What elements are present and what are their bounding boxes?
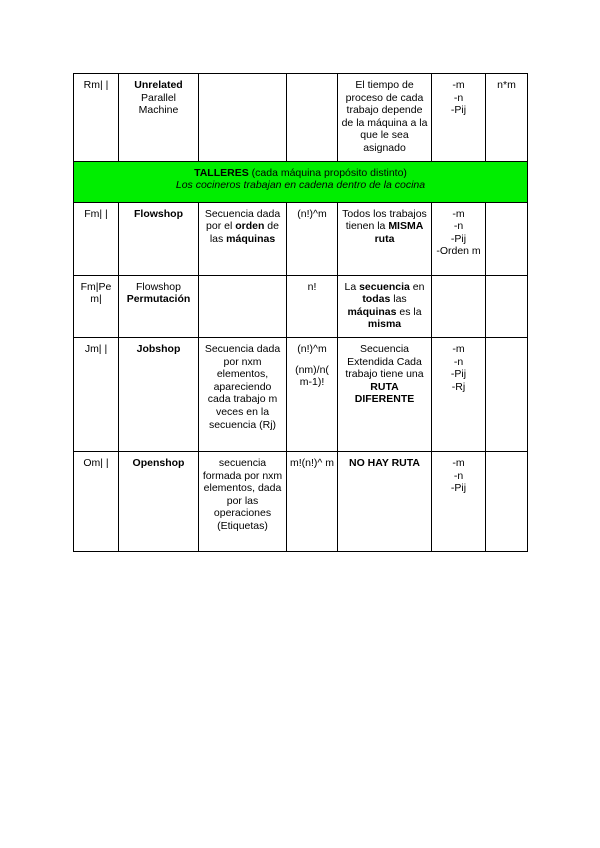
model-name-cell	[119, 337, 199, 451]
param: -n	[453, 91, 464, 104]
model-name-cell	[119, 74, 199, 162]
param: -Rj	[451, 380, 466, 393]
extra-cell	[486, 451, 528, 551]
param: -m	[452, 456, 465, 469]
param: -m	[452, 79, 465, 91]
complexity-cell: (n!)^m	[287, 202, 338, 275]
extra-cell	[486, 275, 528, 337]
notation-cell: Om| |	[74, 451, 119, 551]
complexity-cell	[287, 74, 338, 162]
talleres-banner	[74, 161, 528, 202]
param: -Pij	[450, 368, 467, 381]
description-cell	[199, 275, 287, 337]
table-row-openshop	[74, 451, 528, 551]
notation-cell: Jm| |	[74, 337, 119, 451]
extra-cell: n*m	[486, 74, 528, 162]
param: -n	[453, 469, 464, 482]
route-cell: El tiempo de proceso de cada trabajo depende de la máquina a la que le sea asignado	[338, 74, 432, 162]
complexity-cell: m!(n!)^ m	[287, 451, 338, 551]
table-row-rm	[74, 74, 528, 162]
param: -m	[452, 342, 465, 355]
model-name-plain: Flowshop	[136, 280, 181, 293]
params-cell	[432, 74, 486, 162]
model-name-cell	[119, 275, 199, 337]
complexity-cell: n!	[287, 275, 338, 337]
param: -Pij	[450, 482, 467, 495]
param: -Orden m	[436, 245, 481, 258]
description-cell: Secuencia dada por nxm elementos, apareciendo cada trabajo m veces en la secuencia (Rj)	[199, 337, 287, 451]
table-row-jobshop	[74, 337, 528, 451]
param: -Pij	[450, 232, 467, 245]
model-name-bold: Flowshop	[134, 207, 183, 220]
params-cell	[432, 337, 486, 451]
description-cell: secuencia formada por nxm elementos, dada por las operaciones (Etiquetas)	[199, 451, 287, 551]
route-cell: Todos los trabajos tienen la MISMA ruta	[338, 202, 432, 275]
model-name-bold: Jobshop	[136, 342, 181, 355]
notation-cell: Fm| |	[74, 202, 119, 275]
model-name-bold: Unrelated	[134, 79, 183, 91]
model-name-plain: Parallel Machine	[138, 91, 179, 117]
complexity-value: (n!)^m	[297, 342, 327, 355]
table-row-permutacion	[74, 275, 528, 337]
param: -n	[453, 220, 464, 233]
banner-title: TALLERES (cada máquina propósito distinto)	[194, 166, 407, 179]
complexity-value: (nm)/n( m-1)!	[295, 363, 329, 389]
params-cell	[432, 275, 486, 337]
extra-cell	[486, 202, 528, 275]
model-name-bold: Openshop	[132, 456, 185, 469]
model-name-cell	[119, 202, 199, 275]
banner-subtitle: Los cocineros trabajan en cadena dentro de la cocina	[175, 179, 426, 192]
model-name-cell	[119, 451, 199, 551]
notation-cell: Fm|Pe m|	[74, 275, 119, 337]
route-cell: La secuencia en todas las máquinas es la misma	[338, 275, 432, 337]
complexity-cell	[287, 337, 338, 451]
section-banner-row	[74, 161, 528, 202]
param: -n	[453, 355, 464, 368]
param: -m	[452, 207, 465, 220]
description-cell: Secuencia dada por el orden de las máquinas	[199, 202, 287, 275]
model-name-bold: Permutación	[126, 293, 191, 306]
notation-cell: Rm| |	[74, 74, 119, 162]
params-cell	[432, 202, 486, 275]
params-cell	[432, 451, 486, 551]
description-cell	[199, 74, 287, 162]
route-cell: Secuencia Extendida Cada trabajo tiene una RUTA DIFERENTE	[338, 337, 432, 451]
route-cell: NO HAY RUTA	[338, 451, 432, 551]
table-row-flowshop	[74, 202, 528, 275]
param: -Pij	[450, 104, 467, 117]
extra-cell	[486, 337, 528, 451]
scheduling-table	[73, 73, 528, 552]
